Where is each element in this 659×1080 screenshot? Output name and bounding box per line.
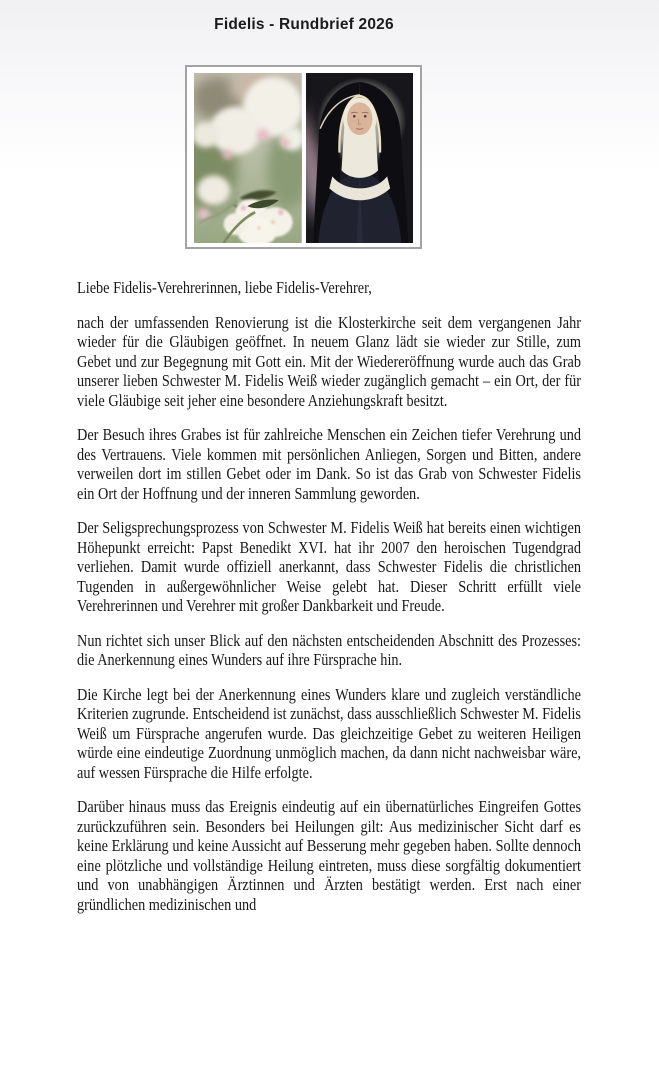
salutation: Liebe Fidelis-Verehrerinnen, liebe Fidelis-Verehrer, — [77, 278, 372, 297]
title-band — [0, 0, 608, 35]
letter-body — [77, 278, 581, 914]
white-rhododendron-flowers-image — [194, 73, 302, 243]
paragraph-naechster-abschnitt: Nun richtet sich unser Blick auf den nächsten entscheidenden Abschnitt des Prozesses: die Anerkennung eines Wunders auf ihre Fürsprache hin. — [77, 630, 581, 669]
header-photo-frame — [185, 65, 422, 249]
white-flowers-photo — [194, 73, 302, 243]
paragraph-uebernatuerliches-eingreifen: Darüber hinaus muss das Ereignis eindeutig auf ein übernatürliches Eingreifen Gottes zurückzuführen sein. Besonders bei Heilungen gilt: Aus medizinischer Sicht darf es keine Erklärung und keine Aussicht auf Besserung mehr gegeben haben. Sollte dennoch eine plötzliche und vollständige Heilung eintreten, muss diese sorgfältig dokumentiert und von unabhängigen Ärztinnen und Ärzten bestätigt werden. Erst nach einer gründlichen medizinischen und — [77, 797, 581, 914]
paragraph-besuch-grab: Der Besuch ihres Grabes ist für zahlreiche Menschen ein Zeichen tiefer Verehrung und des Vertrauens. Viele kommen mit persönlichen Anliegen, Sorgen und Bitten, andere verweilen dort im stillen Gebet oder im Dank. So ist das Grab von Schwester Fidelis ein Ort der Hoffnung und der inneren Sammlung geworden. — [77, 425, 581, 503]
page-title: Fidelis - Rundbrief 2026 — [214, 16, 394, 33]
paragraph-renovierung: nach der umfassenden Renovierung ist die Klosterkirche seit dem vergangenen Jahr wieder für die Gläubigen geöffnet. In neuem Glanz lädt sie wieder zur Stille, zum Gebet und zur Begegnung mit Gott ein. Mit der Wiedereröffnung wurde auch das Grab unserer lieben Schwester M. Fidelis Weiß wieder zugänglich gemacht – ein Ort, der für viele Gläubige seit jeher eine besondere Anziehungskraft besitzt. — [77, 312, 581, 410]
paragraph-seligsprechungsprozess: Der Seligsprechungsprozess von Schwester M. Fidelis Weiß hat bereits einen wichtigen Höhepunkt erreicht: Papst Benedikt XVI. hat ihr 2007 den heroischen Tugendgrad verliehen. Damit wurde offiziell anerkannt, dass Schwester Fidelis die christlichen Tugenden in außergewöhnlicher Weise gelebt hat. Dieser Schritt erfüllt viele Verehrerinnen und Verehrer mit großer Dankbarkeit und Freude. — [77, 518, 581, 615]
sister-fidelis-portrait-image — [306, 73, 414, 243]
nun-portrait-photo — [306, 73, 414, 243]
paragraph-kriterien: Die Kirche legt bei der Anerkennung eines Wunders klare und zugleich verständliche Kriterien zugrunde. Entscheidend ist zunächst, dass ausschließlich Schwester M. Fidelis Weiß um Fürsprache angerufen wurde. Das gleichzeitige Gebet zu weiteren Heiligen würde eine eindeutige Zuordnung unmöglich machen, da dann nicht nachweisbar wäre, auf wessen Fürsprache die Hilfe erfolgte. — [77, 684, 581, 782]
